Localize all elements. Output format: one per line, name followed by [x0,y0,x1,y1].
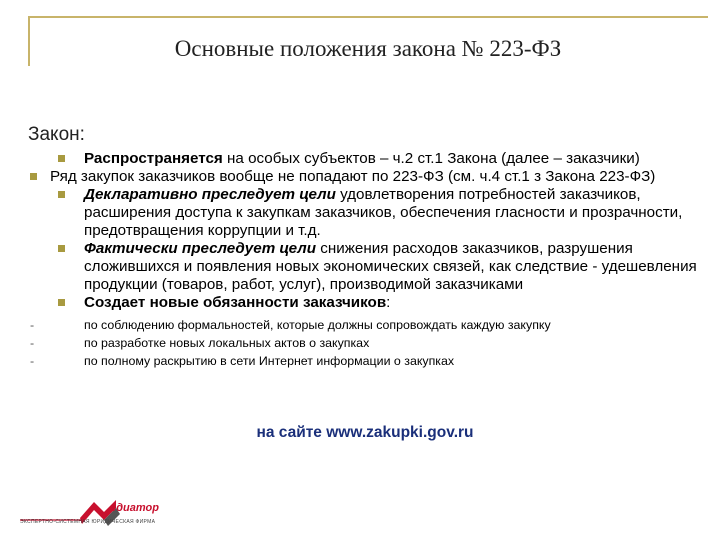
list-item [28,150,700,168]
item-bold: Декларативно преследует цели [84,186,336,203]
list-item [28,186,700,240]
logo-word: едиатор [110,502,159,514]
item-text: на особых субъектов – ч.2 ст.1 Закона (далее – заказчики) [222,150,640,167]
section-label: Закон: [28,124,85,145]
logo-subtitle: ЭКСПЕРТНО-СИСТЕМНАЯ ЮРИДИЧЕСКАЯ ФИРМА [20,519,156,525]
item-bold: Создает новые обязанности заказчиков [84,294,387,311]
square-bullet-icon [58,155,65,162]
sub-list [28,316,700,370]
dash-bullet-icon: - [30,354,35,368]
item-text: удовлетворения потребностей заказчиков, расширения доступа к закупкам заказчиков, обеспечения гласности и прозрачности, предотвращения коррупции и т.д. [84,186,683,239]
item-bold: Фактически преследует цели [84,240,317,257]
content-body [28,150,700,370]
sub-list-item [28,334,700,352]
square-bullet-icon [30,173,37,180]
list-item [28,294,700,312]
list-item [28,168,700,186]
dash-bullet-icon: - [30,336,35,350]
sub-item-text: по полному раскрытию в сети Интернет информации о закупках [84,354,455,368]
sub-list-item [28,316,700,334]
square-bullet-icon [58,245,65,252]
square-bullet-icon [58,191,65,198]
slide-title: Основные положения закона № 223-ФЗ [174,36,562,61]
item-text: Ряд закупок заказчиков вообще не попадают по 223-ФЗ (см. ч.4 ст.1 з Закона 223-ФЗ) [50,168,656,185]
square-bullet-icon [58,299,65,306]
frame-top-line [28,16,708,18]
list-item [28,240,700,294]
item-bold: Распространяется [84,150,223,167]
dash-bullet-icon: - [30,318,35,332]
website-link[interactable]: на сайте www.zakupki.gov.ru [256,424,474,441]
sub-item-text: по разработке новых локальных актов о закупках [84,336,370,350]
sub-list-item [28,352,700,370]
item-text: : [386,294,391,311]
item-text: снижения расходов заказчиков, разрушения сложившихся и появления новых экономических связей, как следствие - удешевления продукции (товаров, работ, услуг), производимой заказчиками [84,240,697,293]
sub-item-text: по соблюдению формальностей, которые должны сопровождать каждую закупку [84,318,551,332]
